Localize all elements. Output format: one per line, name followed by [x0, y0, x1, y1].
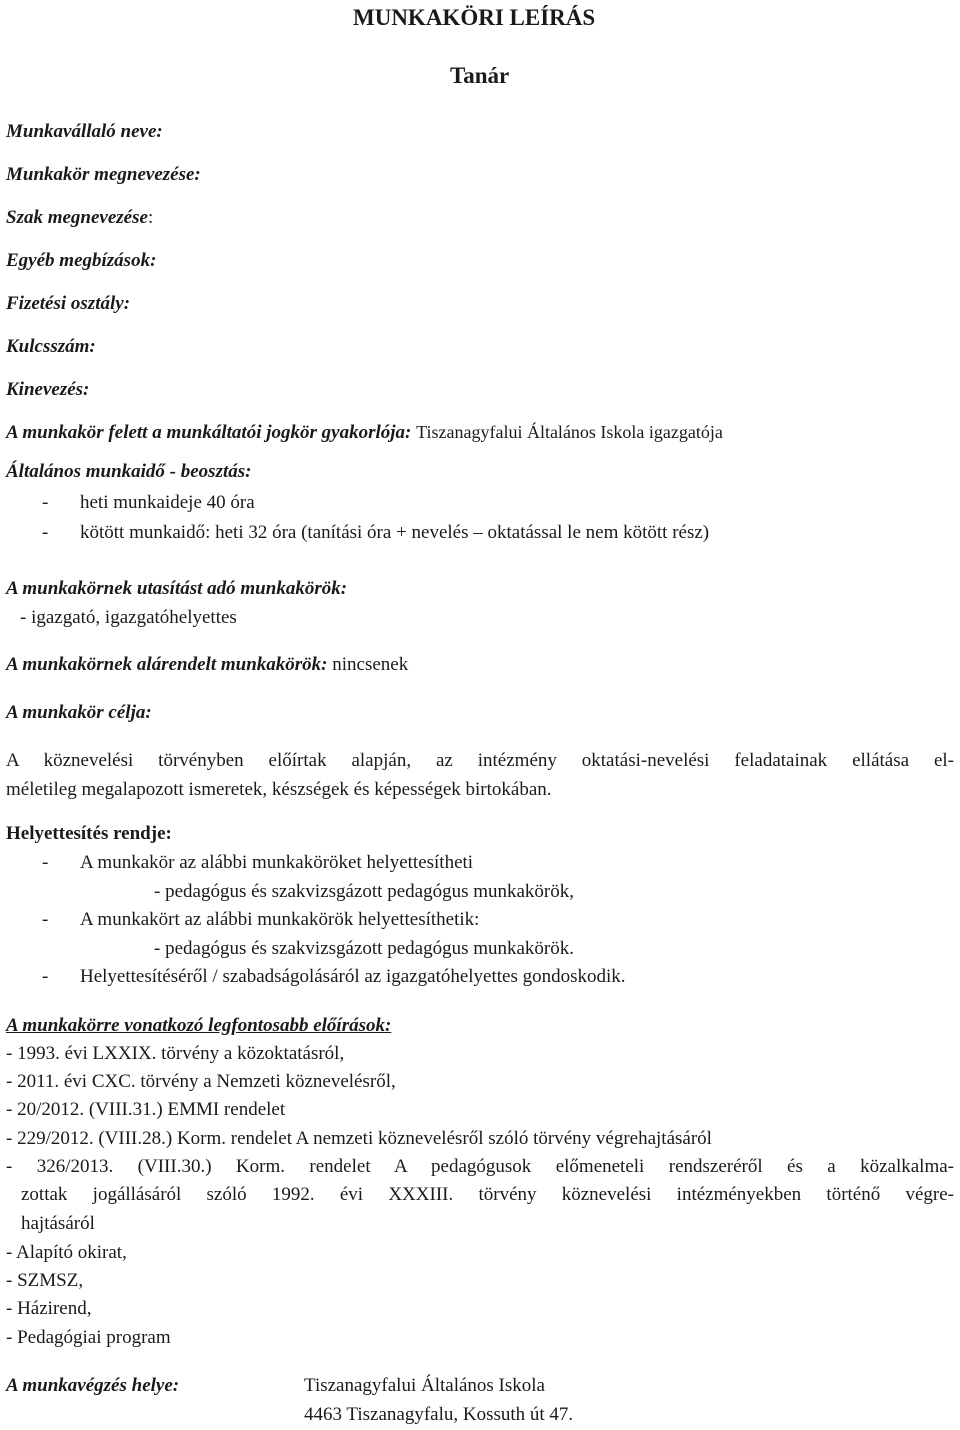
regulation-item-7: - SZMSZ,	[6, 1270, 84, 1291]
working-time-item-2: kötött munkaidő: heti 32 óra (tanítási óra + nevelés – oktatással le nem kötött rész)	[80, 522, 710, 543]
employer-line	[6, 423, 723, 442]
regulation-item-2: - 2011. évi CXC. törvény a Nemzeti köznevelésről,	[6, 1071, 396, 1092]
subordinates-value: nincsenek	[332, 654, 409, 675]
document-subtitle: Tanár	[450, 63, 510, 88]
substitution-heading: Helyettesítés rendje:	[6, 823, 172, 844]
substitution-item-2-sub: - pedagógus és szakvizsgázott pedagógus munkakörök.	[154, 938, 575, 959]
regulation-item-5-line-2: zottak jogállásáról szóló 1992. évi XXXIII. törvény köznevelési intézményekben történő végre-	[21, 1184, 954, 1205]
regulation-item-3: - 20/2012. (VIII.31.) EMMI rendelet	[6, 1099, 286, 1120]
regulation-item-5-line-3: hajtásáról	[21, 1213, 95, 1234]
employer-label: A munkakör felett a munkáltatói jogkör gyakorlója:	[6, 422, 412, 443]
job-title-label: Munkakör megnevezése:	[6, 164, 201, 185]
appointment-label: Kinevezés:	[6, 379, 90, 400]
regulation-item-4: - 229/2012. (VIII.28.) Korm. rendelet A nemzeti köznevelésről szóló törvény végrehajtásáról	[6, 1128, 712, 1149]
superiors-heading: A munkakörnek utasítást adó munkakörök:	[6, 578, 348, 599]
workplace-address: 4463 Tiszanagyfalu, Kossuth út 47.	[304, 1404, 574, 1425]
pay-grade-label: Fizetési osztály:	[6, 293, 131, 314]
regulations-heading: A munkakörre vonatkozó legfontosabb előírások:	[6, 1015, 392, 1036]
superiors-value: - igazgató, igazgatóhelyettes	[20, 607, 237, 628]
working-time-item-1: heti munkaideje 40 óra	[80, 492, 255, 513]
other-assignments-label: Egyéb megbízások:	[6, 250, 157, 271]
regulation-item-5-line-1: - 326/2013. (VIII.30.) Korm. rendelet A pedagógusok előmeneteli rendszeréről és a közalkalma-	[6, 1156, 954, 1177]
substitution-dash-1: -	[42, 852, 49, 873]
substitution-item-3: Helyettesítéséről / szabadságolásáról az igazgatóhelyettes gondoskodik.	[80, 966, 626, 987]
substitution-dash-2: -	[42, 909, 49, 930]
substitution-dash-3: -	[42, 966, 49, 987]
substitution-item-1: A munkakör az alábbi munkaköröket helyettesítheti	[80, 852, 474, 873]
key-number-label: Kulcsszám:	[6, 336, 96, 357]
specialty-label-colon: :	[147, 207, 154, 228]
purpose-text-line-2: méletileg megalapozott ismeretek, készségek és képességek birtokában.	[6, 779, 552, 800]
purpose-heading: A munkakör célja:	[6, 702, 152, 723]
workplace-label: A munkavégzés helye:	[6, 1375, 180, 1396]
working-time-heading: Általános munkaidő - beosztás:	[6, 461, 252, 482]
regulation-item-8: - Házirend,	[6, 1298, 92, 1319]
workplace-name: Tiszanagyfalui Általános Iskola	[304, 1375, 545, 1396]
regulation-item-1: - 1993. évi LXXIX. törvény a közoktatásról,	[6, 1043, 345, 1064]
employee-name-label: Munkavállaló neve:	[6, 121, 163, 142]
document-title: MUNKAKÖRI LEÍRÁS	[353, 5, 596, 30]
subordinates-heading: A munkakörnek alárendelt munkakörök:	[6, 654, 328, 675]
regulation-item-9: - Pedagógiai program	[6, 1327, 171, 1348]
working-time-dash-1: -	[42, 492, 49, 513]
substitution-item-1-sub: - pedagógus és szakvizsgázott pedagógus munkakörök,	[154, 881, 575, 902]
substitution-item-2: A munkakört az alábbi munkakörök helyettesíthetik:	[80, 909, 480, 930]
employer-value: Tiszanagyfalui Általános Iskola igazgatója	[416, 422, 723, 442]
specialty-label	[6, 208, 153, 227]
subordinates-line	[6, 655, 408, 674]
regulation-item-6: - Alapító okirat,	[6, 1242, 127, 1263]
purpose-text-line-1: A köznevelési törvényben előírtak alapján, az intézmény oktatási-nevelési feladatainak ellátása el-	[6, 750, 954, 771]
working-time-dash-2: -	[42, 522, 49, 543]
specialty-label-text: Szak megnevezése	[6, 207, 148, 228]
